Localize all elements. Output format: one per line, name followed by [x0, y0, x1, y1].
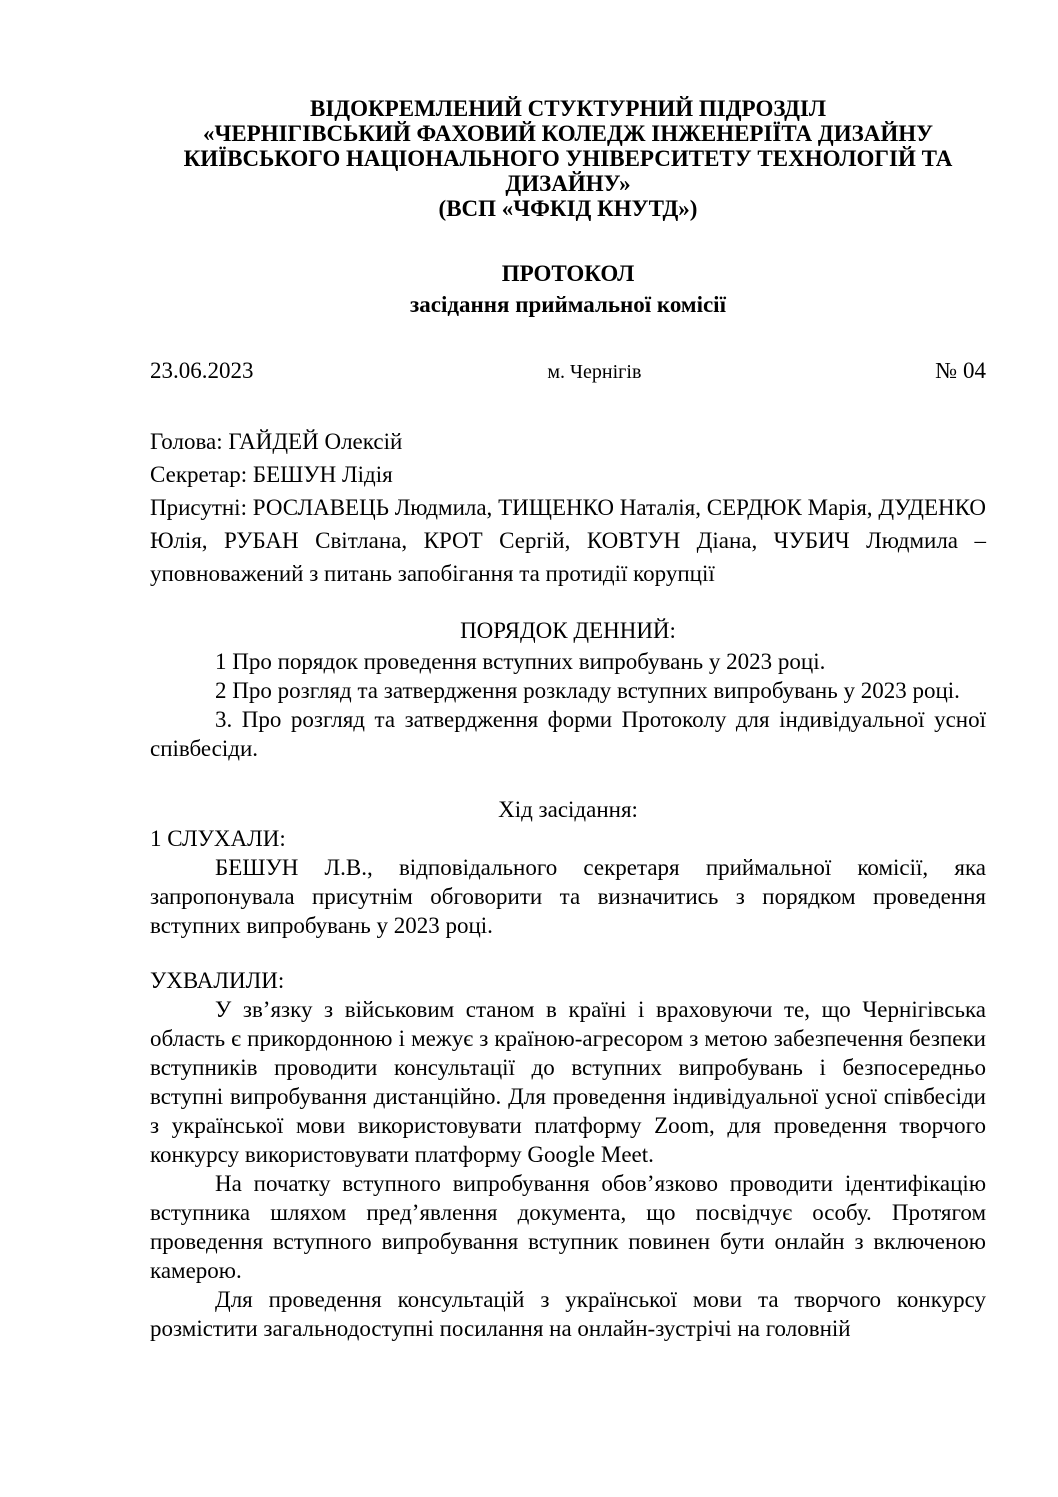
protocol-number: № 04	[935, 358, 986, 383]
org-header-line-3: КИЇВСЬКОГО НАЦІОНАЛЬНОГО УНІВЕРСИТЕТУ ТЕХНОЛОГІЙ ТА	[183, 146, 953, 171]
agenda-item-3: 3. Про розгляд та затвердження форми Протоколу для індивідуальної усної співбесіди.	[150, 707, 986, 761]
resolved-paragraph-1: У зв’язку з військовим станом в країні і враховуючи те, що Чернігівська область є прикордонною і межує з країною-агресором з метою забезпечення безпеки вступників проводити консультації до вступних випробувань і безпосередньо вступні випробування дистанційно. Для проведення індивідуальної усної співбесіди з української мови використовувати платформу Zoom, для проведення творчого конкурсу використовувати платформу Google Meet.	[150, 997, 986, 1167]
title-block	[150, 258, 986, 320]
org-header-line-5: (ВСП «ЧФКІД КНУТД»)	[438, 196, 698, 221]
officials-block	[150, 425, 986, 590]
agenda-item-2: 2 Про розгляд та затвердження розкладу вступних випробувань у 2023 році.	[215, 678, 960, 703]
meta-row	[150, 354, 986, 389]
chair-line: Голова: ГАЙДЕЙ Олексій	[150, 429, 403, 454]
resolved-paragraph-2: На початку вступного випробування обов’язково проводити ідентифікацію вступника шляхом пред’явлення документа, що посвідчує особу. Протягом проведення вступного випробування вступник повинен бути онлайн з включеною камерою.	[150, 1171, 986, 1283]
secretary-line: Секретар: БЕШУН Лідія	[150, 462, 393, 487]
heard-text: БЕШУН Л.В., відповідального секретаря приймальної комісії, яка запропонувала присутнім обговорити та визначитись з порядком проведення вступних випробувань у 2023 році.	[150, 855, 986, 938]
document-header	[150, 96, 986, 221]
protocol-city: м. Чернігів	[547, 361, 642, 383]
agenda-heading: ПОРЯДОК ДЕННИЙ:	[460, 618, 676, 643]
resolved-block	[150, 995, 986, 1343]
proceedings-heading: Хід засідання:	[498, 797, 638, 822]
agenda-item-1: 1 Про порядок проведення вступних випробувань у 2023 році.	[215, 649, 826, 674]
document-title: ПРОТОКОЛ	[501, 261, 635, 286]
org-header-line-1: ВІДОКРЕМЛЕНИЙ СТУКТУРНИЙ ПІДРОЗДІЛ	[310, 96, 826, 121]
heard-heading: 1 СЛУХАЛИ:	[150, 826, 286, 851]
protocol-date: 23.06.2023	[150, 358, 254, 383]
document-subtitle: засідання приймальної комісії	[410, 292, 726, 317]
present-line: Присутні: РОСЛАВЕЦЬ Людмила, ТИЩЕНКО Наталія, СЕРДЮК Марія, ДУДЕНКО Юлія, РУБАН Світлана, КРОТ Сергій, КОВТУН Діана, ЧУБИЧ Людмила – уповноважений з питань запобігання та протидії корупції	[150, 495, 986, 586]
agenda-list	[150, 647, 986, 763]
org-header-line-4: ДИЗАЙНУ»	[505, 171, 631, 196]
resolved-heading: УХВАЛИЛИ:	[150, 968, 285, 993]
org-header-line-2: «ЧЕРНІГІВСЬКИЙ ФАХОВИЙ КОЛЕДЖ ІНЖЕНЕРІЇТА ДИЗАЙНУ	[202, 121, 934, 146]
resolved-paragraph-3: Для проведення консультацій з української мови та творчого конкурсу розмістити загальнодоступні посилання на онлайн-зустрічі на головній	[150, 1287, 986, 1341]
